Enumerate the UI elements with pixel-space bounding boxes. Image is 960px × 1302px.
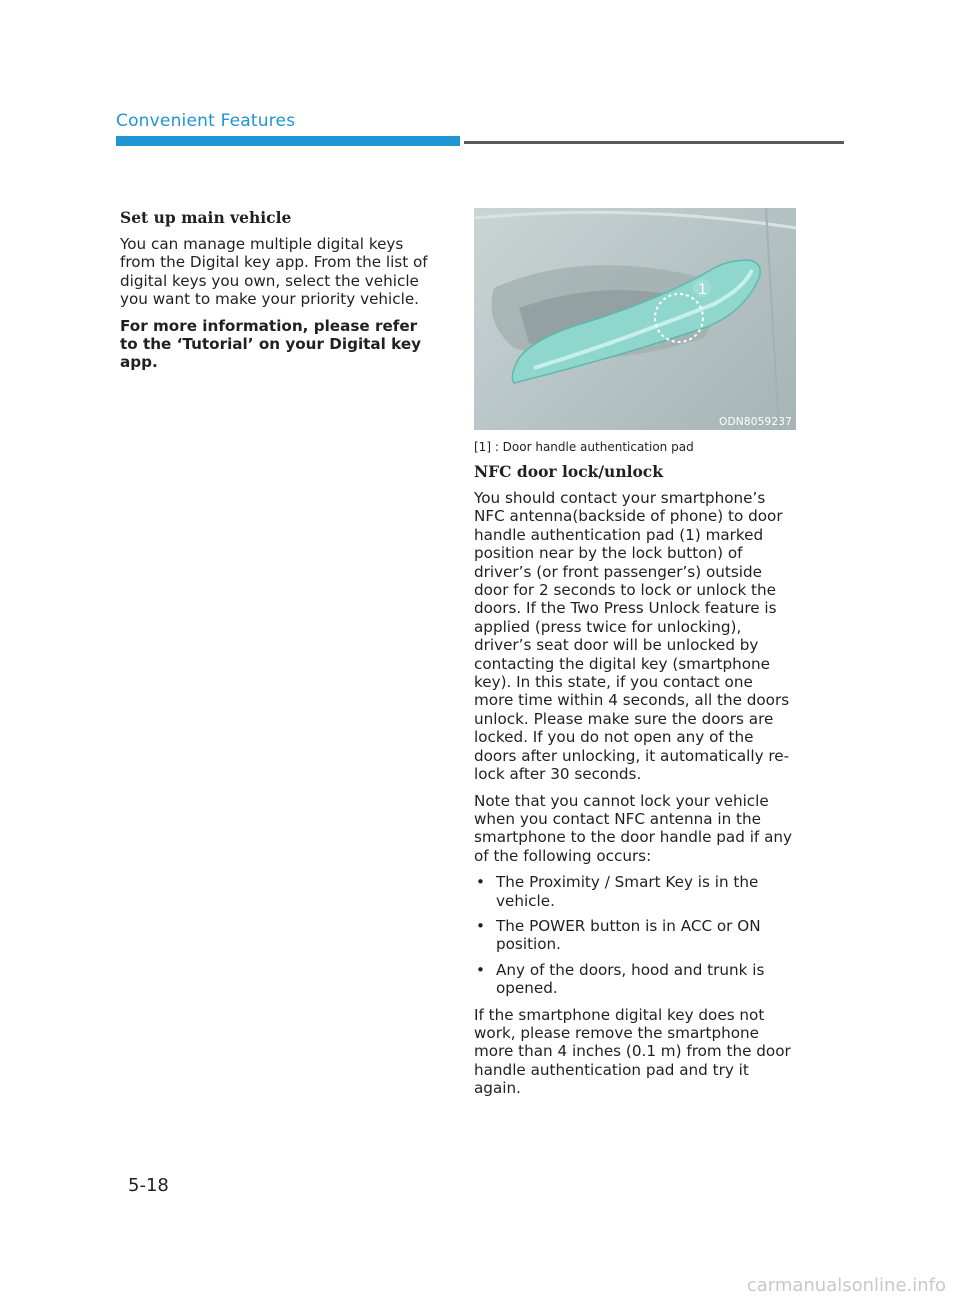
list-item: • Any of the doors, hood and trunk is opened.: [476, 960, 765, 998]
door-handle-figure: [474, 208, 796, 430]
paragraph-digital-keys: You can manage multiple digital keys from the Digital key app. From the list of digital keys you own, select the vehicle you want to make your priority vehicle.: [120, 235, 428, 309]
callout-number: 1: [698, 282, 707, 298]
door-handle-illustration: [474, 208, 796, 430]
heading-nfc-door-lock: NFC door lock/unlock: [474, 462, 663, 481]
left-column: [120, 208, 440, 380]
figure-caption: [1] : Door handle authentication pad: [474, 440, 694, 454]
paragraph-troubleshooting: If the smartphone digital key does not work, please remove the smartphone more than 4 inches (0.1 m) from the door handle authentication pad and try it again.: [474, 1005, 791, 1098]
figure-code: ODN8059237: [719, 416, 792, 428]
watermark: carmanualsonline.info: [746, 1275, 946, 1296]
header-rule-accent: [116, 136, 460, 146]
right-column: [474, 208, 796, 1106]
page-number: 5-18: [128, 1175, 169, 1196]
bullet-icon: •: [476, 960, 485, 979]
paragraph-lock-conditions: Note that you cannot lock your vehicle when you contact NFC antenna in the smartphone to the door handle pad if any of the following occurs:: [474, 791, 793, 865]
list-item: • The POWER button is in ACC or ON position.: [476, 916, 761, 954]
heading-set-up-main-vehicle: Set up main vehicle: [120, 208, 292, 227]
door-panel-line: [474, 212, 796, 228]
header-rule: [464, 141, 844, 144]
bullet-icon: •: [476, 873, 485, 892]
list-item: • The Proximity / Smart Key is in the vehicle.: [476, 873, 759, 910]
paragraph-tutorial-note: For more information, please refer to the ‘Tutorial’ on your Digital key app.: [120, 316, 422, 372]
door-edge: [766, 208, 779, 430]
section-title: Convenient Features: [116, 111, 296, 131]
bullet-icon: •: [476, 916, 485, 935]
paragraph-nfc-instructions: You should contact your smartphone’s NFC antenna(backside of phone) to door handle authentication pad (1) marked position near by the lock button) of driver’s (or front passenger’s) outside door for 2 seconds to lock or unlock the doors. If the Two Press Unlock feature is applied (press twice for unlocking), driver’s seat door will be unlocked by contacting the digital key (smartphone key). In this state, if you contact one more time within 4 seconds, all the doors unlock. Please make sure the doors are locked. If you do not open any of the doors after unlocking, it automatically re-lock after 30 seconds.: [474, 489, 790, 784]
conditions-list: [474, 873, 796, 997]
